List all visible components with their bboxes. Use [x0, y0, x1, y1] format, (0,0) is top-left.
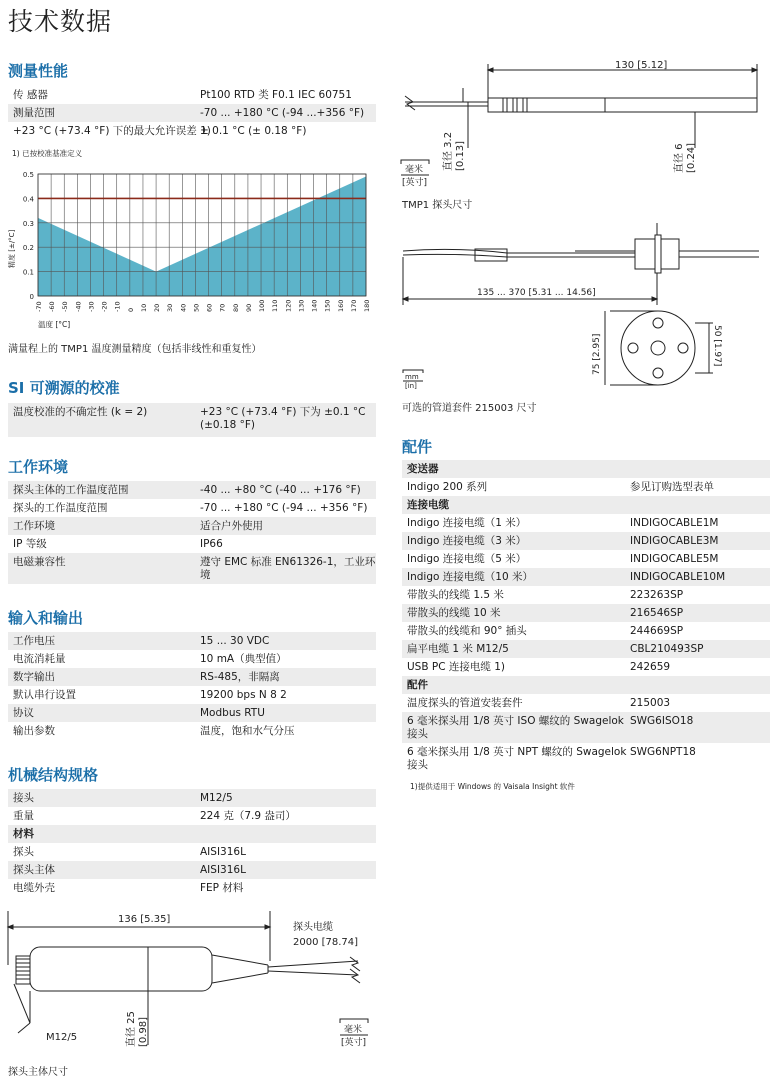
accessories-heading: 配件: [402, 438, 433, 456]
accessories-row: [402, 658, 770, 676]
duct-caption: 可选的管道套件 215003 尺寸: [402, 403, 537, 414]
body-cable-value: 2000 [78.74]: [293, 937, 359, 948]
mech-row: [8, 825, 376, 843]
env-row: [8, 553, 376, 584]
accessories-row-label-2: 接头: [407, 728, 428, 740]
mech-row-label: 材料: [13, 828, 34, 840]
chart-ytick-label: 0: [29, 293, 34, 301]
chart-ytick-label: 0.1: [22, 268, 34, 277]
chart-caption: 满量程上的 TMP1 温度测量精度（包括非线性和重复性）: [8, 344, 262, 355]
io-row-label: 工作电压: [13, 635, 55, 647]
chart-xtick-label: 30: [166, 303, 175, 312]
io-row: [8, 632, 376, 650]
chart-xtick-label: 120: [284, 299, 293, 312]
probe-dia2-in: [0.24]: [686, 142, 697, 173]
body-length-dim: 136 [5.35]: [118, 914, 171, 925]
accessories-row-value: SWG6ISO18: [630, 715, 694, 727]
body-cable-label: 探头电缆: [293, 922, 333, 933]
accessories-row-label: 带散头的线缆和 90° 插头: [407, 625, 527, 637]
mech-row: [8, 789, 376, 807]
mech-row-label: 探头主体: [13, 864, 55, 876]
mech-row: [8, 879, 376, 897]
duct-dim-75: 75 [2.95]: [592, 333, 602, 375]
probe-units-top: 毫米: [405, 165, 424, 175]
accessories-row-value: 242659: [630, 661, 671, 673]
measurement-row: [8, 122, 376, 140]
env-row-value: IP66: [200, 538, 223, 550]
chart-xtick-label: 140: [310, 299, 319, 312]
body-units-box: [340, 1019, 368, 1048]
measurement-row-label: 传 感器: [13, 89, 48, 101]
accessories-row-value: INDIGOCABLE5M: [630, 553, 719, 565]
io-row: [8, 650, 376, 668]
accessories-row-value: INDIGOCABLE1M: [630, 517, 719, 529]
io-row-value: RS-485，非隔离: [200, 671, 280, 683]
body-units-bottom: [英寸]: [341, 1038, 367, 1048]
duct-units-top: mm: [405, 373, 419, 381]
accessories-row-value: SWG6NPT18: [630, 746, 696, 758]
accessories-row-value: 244669SP: [630, 625, 684, 637]
chart-xtick-label: -40: [74, 301, 83, 312]
accessories-row-value: 223263SP: [630, 589, 684, 601]
accessories-row: [402, 622, 770, 640]
mech-row-value: AISI316L: [200, 864, 246, 876]
env-row-label: 探头主体的工作温度范围: [13, 484, 129, 496]
probe-units-bottom: [英寸]: [402, 178, 428, 188]
io-row: [8, 704, 376, 722]
probe-body-drawing: [0, 905, 380, 1065]
duct-dim-50: 50 [1.97]: [712, 325, 722, 367]
measurement-row-value: ± 0.1 °C (± 0.18 °F): [200, 125, 307, 137]
env-row-label: IP 等级: [13, 538, 47, 550]
si-row: [8, 403, 376, 437]
mech-row-value: AISI316L: [200, 846, 246, 858]
accessories-row: [402, 743, 770, 774]
chart-xtick-label: -20: [100, 301, 109, 312]
si-label: 温度校准的不确定性 (k = 2): [13, 406, 148, 418]
chart-xtick-label: 160: [336, 299, 345, 312]
mech-row-value: 224 克（7.9 盎司）: [200, 810, 296, 822]
env-row-label: 工作环境: [13, 520, 55, 532]
accessories-row-label-2: 接头: [407, 759, 428, 771]
mech-row-label: 接头: [13, 792, 34, 804]
accessories-row-value: 参见订购选型表单: [630, 481, 714, 493]
chart-xtick-label: 90: [244, 303, 253, 312]
accessories-row-label: 变送器: [407, 463, 439, 475]
chart-ytick-label: 0.5: [22, 171, 34, 179]
accessories-row-label: Indigo 连接电缆（1 米）: [407, 517, 527, 529]
probe-dia2: 直径 6: [674, 143, 685, 173]
env-row-value: 遵守 EMC 标准 EN61326-1，工业环: [200, 556, 376, 568]
chart-xtick-label: -30: [87, 301, 96, 312]
probe-length-dim: 130 [5.12]: [615, 60, 668, 71]
accessories-footnote: 1)提供适用于 Windows 的 Vaisala Insight 软件: [410, 782, 575, 791]
io-row-value: Modbus RTU: [200, 707, 265, 719]
chart-xtick-label: 20: [153, 303, 162, 312]
probe-caption: TMP1 探头尺寸: [402, 200, 473, 211]
mech-row: [8, 843, 376, 861]
measurement-row: [8, 104, 376, 122]
chart-xtick-label: -50: [61, 301, 70, 312]
env-row-value: -40 ... +80 °C (-40 ... +176 °F): [200, 484, 361, 496]
body-units-top: 毫米: [344, 1025, 363, 1035]
accessories-row: [402, 712, 770, 743]
chart-xtick-label: 0: [126, 307, 135, 312]
chart-xlabel: 温度 [°C]: [38, 320, 71, 329]
mech-row-value: M12/5: [200, 792, 233, 804]
si-value-1: +23 °C (+73.4 °F) 下为 ±0.1 °C: [200, 406, 366, 418]
tmp1-probe-drawing: [395, 58, 770, 193]
chart-xtick-label: 10: [139, 303, 148, 312]
accessories-row: [402, 478, 770, 496]
env-row-label: 探头的工作温度范围: [13, 502, 108, 514]
env-heading: 工作环境: [8, 458, 69, 476]
accessories-row-label: USB PC 连接电缆 1): [407, 661, 506, 673]
accessories-row-label: 6 毫米探头用 1/8 英寸 NPT 螺纹的 Swagelok: [407, 746, 627, 758]
accessories-row: [402, 640, 770, 658]
accessories-row-label: 扁平电缆 1 米 M12/5: [407, 643, 509, 655]
accessories-row-label: Indigo 连接电缆（5 米）: [407, 553, 527, 565]
chart-ytick-label: 0.3: [22, 219, 34, 228]
accessories-row-label: 配件: [407, 679, 428, 691]
accuracy-chart: [0, 162, 380, 332]
accessories-row: [402, 514, 770, 532]
duct-units-box: [403, 370, 423, 390]
accessories-row-label: 带散头的线缆 1.5 米: [407, 589, 504, 601]
probe-units-box: [401, 160, 429, 188]
chart-xtick-label: 130: [297, 299, 306, 312]
duct-kit-drawing: [395, 215, 770, 395]
chart-xtick-label: 80: [231, 303, 240, 312]
mech-row: [8, 861, 376, 879]
accessories-row-label: 温度探头的管道安装套件: [407, 697, 523, 709]
chart-xtick-label: -10: [113, 301, 122, 312]
body-caption: 探头主体尺寸: [8, 1067, 68, 1078]
env-row: [8, 517, 376, 535]
accessories-row-label: Indigo 连接电缆（10 米）: [407, 571, 533, 583]
chart-xtick-label: 100: [258, 299, 267, 312]
chart-xtick-label: 150: [323, 299, 332, 312]
chart-ylabel: 精度 [±/°C]: [8, 229, 16, 268]
io-heading: 输入和输出: [8, 609, 84, 627]
env-row-label: 电磁兼容性: [13, 556, 66, 568]
env-row: [8, 535, 376, 553]
io-row: [8, 686, 376, 704]
accessories-row-label: 连接电缆: [407, 499, 449, 511]
mech-heading: 机械结构规格: [8, 766, 99, 784]
accessories-row-value: INDIGOCABLE3M: [630, 535, 719, 547]
env-row-value: 适合户外使用: [200, 520, 263, 532]
chart-xtick-label: 60: [205, 303, 214, 312]
accessories-row: [402, 694, 770, 712]
page-title: 技术数据: [8, 7, 113, 36]
io-row-value: 19200 bps N 8 2: [200, 689, 287, 701]
io-row-value: 温度，饱和水气分压: [200, 725, 295, 737]
accessories-row-value: INDIGOCABLE10M: [630, 571, 726, 583]
accessories-row-value: 215003: [630, 697, 671, 709]
io-row: [8, 722, 376, 740]
measurement-heading: 测量性能: [8, 62, 69, 80]
env-row-value: -70 ... +180 °C (-94 ... +356 °F): [200, 502, 368, 514]
chart-xtick-label: -70: [35, 301, 43, 312]
body-connector-label: M12/5: [46, 1032, 78, 1043]
io-row-label: 输出参数: [13, 725, 55, 737]
accessories-row: [402, 496, 770, 514]
probe-dia1-in: [0.13]: [455, 140, 466, 171]
measurement-row-label: +23 °C (+73.4 °F) 下的最大允许误差 1): [13, 125, 211, 137]
mech-row-value: FEP 材料: [200, 882, 244, 894]
accessories-row-value: 216546SP: [630, 607, 684, 619]
chart-xtick-label: 50: [192, 303, 201, 312]
io-row-label: 电流消耗量: [13, 653, 66, 665]
measurement-row: [8, 86, 376, 104]
measurement-row-value: -70 ... +180 °C (-94 ...+356 °F): [200, 107, 365, 119]
duct-length-dim: 135 ... 370 [5.31 ... 14.56]: [477, 288, 596, 298]
chart-xtick-label: 40: [179, 303, 188, 312]
probe-dia1: 直径 3.2: [443, 131, 454, 171]
env-row-value-2: 境: [200, 569, 211, 581]
chart-xtick-label: 170: [349, 299, 358, 312]
chart-ytick-label: 0.2: [22, 244, 34, 253]
chart-xtick-label: -60: [48, 301, 57, 312]
io-row: [8, 668, 376, 686]
accessories-row-label: Indigo 200 系列: [407, 481, 488, 493]
env-row: [8, 481, 376, 499]
si-value-2: (±0.18 °F): [200, 419, 255, 431]
mech-row: [8, 807, 376, 825]
accuracy-area: [38, 176, 366, 296]
duct-units-bottom: [in]: [405, 382, 417, 390]
accessories-row-value: CBL210493SP: [630, 643, 704, 655]
accessories-row-label: 6 毫米探头用 1/8 英寸 ISO 螺纹的 Swagelok: [407, 715, 624, 727]
body-diameter: 直径 25: [126, 1011, 137, 1047]
measurement-row-label: 测量范围: [13, 107, 55, 119]
accessories-row: [402, 604, 770, 622]
mech-row-label: 探头: [13, 846, 34, 858]
io-row-label: 数字输出: [13, 671, 55, 683]
io-row-value: 15 ... 30 VDC: [200, 635, 270, 647]
accessories-row-label: Indigo 连接电缆（3 米）: [407, 535, 527, 547]
chart-xtick-label: 70: [218, 303, 227, 312]
chart-ytick-label: 0.4: [22, 195, 34, 204]
io-row-label: 协议: [13, 707, 34, 719]
accessories-row: [402, 676, 770, 694]
chart-xtick-label: 180: [363, 299, 371, 312]
io-row-label: 默认串行设置: [13, 689, 76, 701]
accessories-row: [402, 532, 770, 550]
accessories-row-label: 带散头的线缆 10 米: [407, 607, 501, 619]
chart-xtick-label: 110: [271, 299, 280, 312]
accessories-row: [402, 460, 770, 478]
accessories-row: [402, 568, 770, 586]
measurement-row-value: Pt100 RTD 类 F0.1 IEC 60751: [200, 89, 352, 101]
mech-row-label: 电缆外壳: [13, 882, 55, 894]
accessories-row: [402, 586, 770, 604]
accessories-row: [402, 550, 770, 568]
measurement-footnote: 1) 已按校准基准定义: [12, 149, 83, 158]
si-heading: SI 可溯源的校准: [8, 379, 120, 397]
body-diameter-in: [0.98]: [138, 1016, 149, 1047]
io-row-value: 10 mA（典型值）: [200, 653, 287, 665]
mech-row-label: 重量: [13, 810, 34, 822]
env-row: [8, 499, 376, 517]
